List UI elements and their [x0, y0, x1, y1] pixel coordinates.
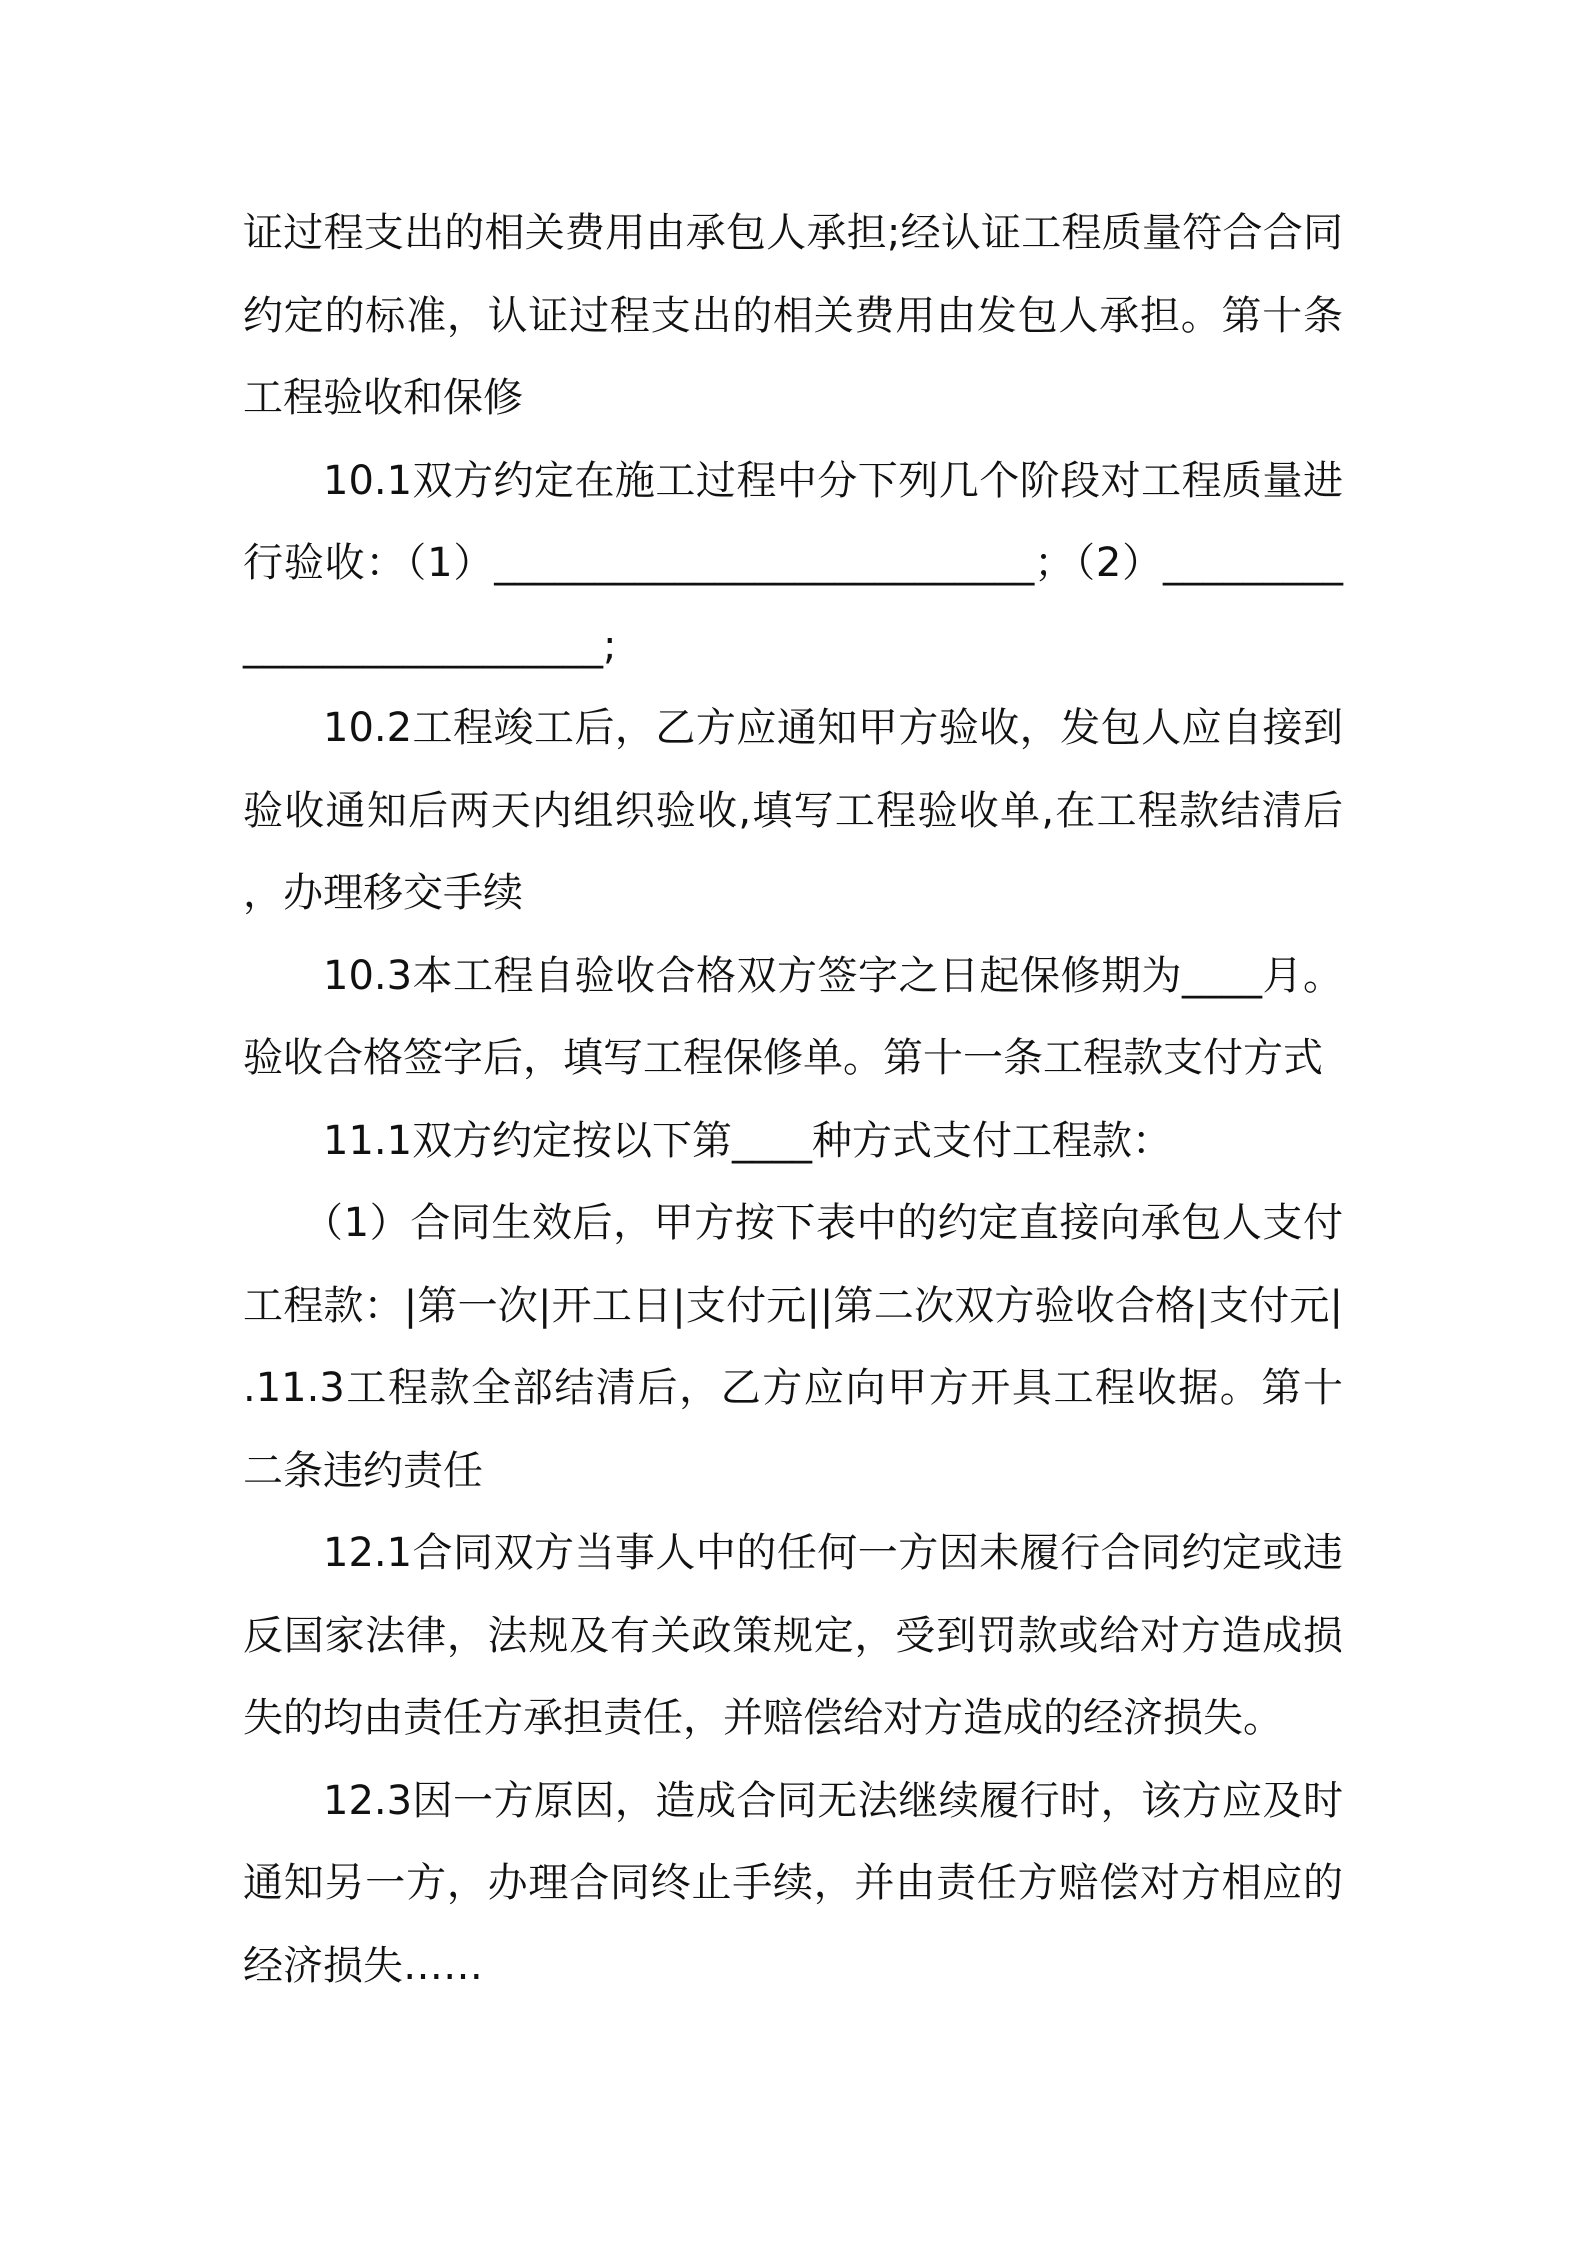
- paragraph-10-1-stage-acceptance: 10.1双方约定在施工过程中分下列几个阶段对工程质量进行验收：（1）___________________________；（2）___________________________;: [243, 457, 1343, 669]
- paragraph-10-2-completion-acceptance: 10.2工程竣工后，乙方应通知甲方验收，发包人应自接到验收通知后两天内组织验收,填写工程验收单,在工程款结清后，办理移交手续: [243, 705, 1343, 916]
- paragraph-payment-schedule: （1）合同生效后，甲方按下表中的约定直接向承包人支付工程款：|第一次|开工日|支付元||第二次双方验收合格|支付元|.11.3工程款全部结清后，乙方应向甲方开具工程收据。第十二条违约责任: [243, 1200, 1343, 1494]
- document-body: [243, 192, 1343, 2007]
- paragraph-10-3-warranty-period: 10.3本工程自验收合格双方签字之日起保修期为____月。验收合格签字后，填写工程保修单。第十一条工程款支付方式: [243, 952, 1343, 1081]
- paragraph-12-1-liability: 12.1合同双方当事人中的任何一方因未履行合同约定或违反国家法律，法规及有关政策规定，受到罚款或给对方造成损失的均由责任方承担责任，并赔偿给对方造成的经济损失。: [243, 1530, 1343, 1741]
- paragraph-11-1-payment-method: 11.1双方约定按以下第____种方式支付工程款：: [323, 1117, 1173, 1164]
- paragraph-quality-certification-costs: 证过程支出的相关费用由承包人承担;经认证工程质量符合合同约定的标准，认证过程支出的相关费用由发包人承担。第十条工程验收和保修: [243, 210, 1343, 421]
- paragraph-12-3-termination: 12.3因一方原因，造成合同无法继续履行时，该方应及时通知另一方，办理合同终止手续，并由责任方赔偿对方相应的经济损失……: [243, 1777, 1343, 1989]
